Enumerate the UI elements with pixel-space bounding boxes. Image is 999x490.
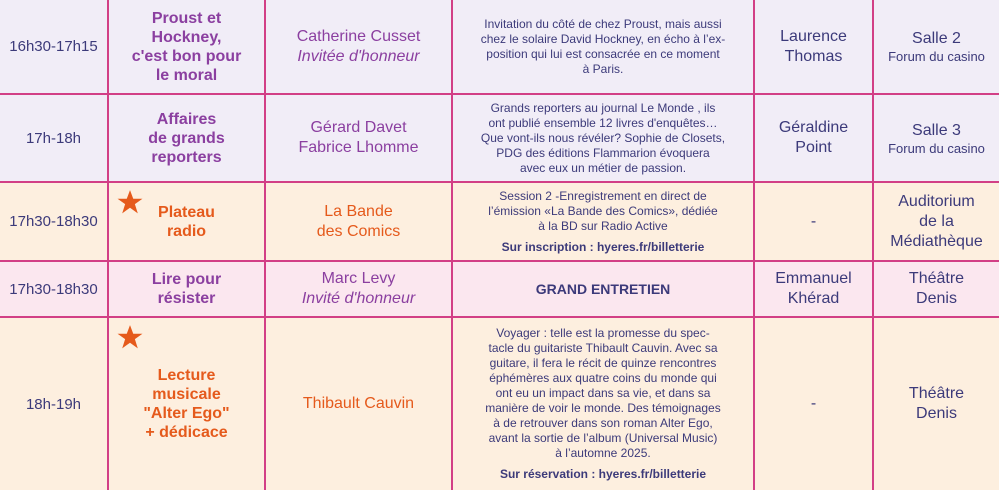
desc-line: ont eu un impact dans sa vie, et dans sa [495, 386, 711, 400]
host-line: Laurence [780, 27, 847, 45]
place-name: Denis [916, 290, 957, 307]
guest-cell [264, 183, 451, 260]
place-cell [872, 0, 999, 93]
guest-name: Marc Levy [321, 270, 396, 287]
guest-name: des Comics [316, 222, 401, 240]
place-name: Auditorium [898, 192, 975, 210]
guest-cell [264, 262, 451, 316]
title-line: résister [157, 290, 216, 307]
description-cell [451, 183, 753, 260]
place-name: Salle 2 [912, 30, 961, 47]
host-line: Khérad [787, 290, 840, 307]
place-sub: Forum du casino [888, 49, 985, 64]
title-line: "Alter Ego" [143, 405, 230, 422]
desc-line: PDG des éditions Flammarion évoquera [496, 145, 710, 160]
description-cell [451, 0, 753, 93]
place-cell [872, 262, 999, 316]
host-line: Point [795, 139, 832, 156]
host-line: - [810, 395, 817, 412]
title-cell [107, 95, 264, 181]
place-name: Théâtre [908, 270, 965, 287]
guest-cell [264, 318, 451, 490]
desc-line: à de retrouver dans son roman Alter Ego, [493, 416, 713, 430]
host-cell [753, 262, 872, 316]
star-icon [117, 324, 143, 350]
title-line: Hockney, [151, 28, 222, 46]
time-text: 17h30-18h30 [9, 280, 98, 298]
host-line: - [810, 212, 817, 230]
place-cell [872, 183, 999, 260]
place-name: de la [919, 212, 954, 230]
desc-line: chez le solaire David Hockney, en écho à l’ex- [480, 31, 726, 46]
title-line: de grands [148, 129, 225, 147]
host-cell [753, 0, 872, 93]
guest-name: Gérard Davet [310, 119, 407, 136]
event-format: GRAND ENTRETIEN [535, 280, 671, 297]
description-cell [451, 95, 753, 181]
guest-name: La Bande [324, 202, 393, 220]
table-row [0, 95, 999, 181]
title-line: Lecture [157, 367, 216, 384]
place-cell [872, 318, 999, 490]
desc-line: à l’automne 2025. [555, 446, 651, 460]
desc-line: guitare, il fera le récit de quinze rencontres [489, 356, 717, 370]
place-name: Salle 3 [912, 121, 961, 139]
time-cell [0, 318, 107, 490]
place-name: Médiathèque [890, 232, 983, 250]
title-line: Proust et [151, 9, 222, 27]
booking-link[interactable]: Sur réservation : hyeres.fr/billetterie [499, 467, 707, 481]
star-icon [117, 189, 143, 215]
place-sub: Forum du casino [888, 140, 985, 156]
title-cell [107, 0, 264, 93]
desc-line: éphémères aux quatre coins du monde qui [489, 371, 717, 385]
desc-line: avec eux un métier de passion. [519, 160, 687, 175]
time-cell [0, 183, 107, 260]
guest-name: Fabrice Lhomme [298, 139, 419, 156]
guest-name: Catherine Cusset [296, 27, 421, 45]
desc-line: manière de voir le monde. Des témoignages [485, 401, 721, 415]
title-line: Lire pour [151, 271, 222, 288]
desc-line: l’émission «La Bande des Comics», dédiée [488, 203, 718, 218]
host-cell [753, 183, 872, 260]
desc-line: Que vont-ils nous révéler? Sophie de Closets, [480, 130, 726, 145]
table-row [0, 0, 999, 93]
time-cell [0, 95, 107, 181]
time-cell [0, 0, 107, 93]
host-cell [753, 95, 872, 181]
place-cell [872, 95, 999, 181]
time-text: 17h-18h [25, 129, 82, 147]
guest-cell [264, 0, 451, 93]
title-cell [107, 318, 264, 490]
title-line: + dédicace [145, 424, 228, 441]
time-cell [0, 262, 107, 316]
desc-line: Session 2 -Enregistrement en direct de [499, 188, 707, 203]
host-cell [753, 318, 872, 490]
table-row [0, 262, 999, 316]
desc-line: Grands reporters au journal Le Monde , ils [490, 100, 716, 115]
time-text: 16h30-17h15 [9, 38, 98, 55]
desc-line: position qui lui est consacrée en ce moment [486, 46, 720, 61]
desc-line: Voyager : telle est la promesse du spec- [496, 326, 710, 340]
title-line: reporters [151, 148, 222, 166]
title-line: Affaires [156, 110, 217, 128]
host-line: Géraldine [778, 119, 849, 136]
title-line: le moral [155, 66, 218, 84]
time-text: 17h30-18h30 [9, 213, 98, 230]
desc-line: à Paris. [582, 61, 624, 76]
guest-cell [264, 95, 451, 181]
booking-link[interactable]: Sur inscription : hyeres.fr/billetterie [501, 239, 705, 254]
place-name: Denis [916, 405, 957, 422]
title-line: c'est bon pour [131, 47, 242, 65]
desc-line: Invitation du côté de chez Proust, mais aussi [484, 16, 722, 31]
desc-line: à la BD sur Radio Active [538, 218, 668, 233]
table-row [0, 318, 999, 490]
guest-name: Thibault Cauvin [302, 395, 415, 412]
title-cell [107, 183, 264, 260]
title-line: musicale [152, 386, 221, 403]
description-cell [451, 262, 753, 316]
title-line: Plateau [158, 203, 215, 221]
place-name: Théâtre [908, 385, 965, 402]
host-line: Thomas [784, 47, 843, 65]
desc-line: avant la sortie de l’album (Universal Music) [488, 431, 718, 445]
table-row [0, 183, 999, 260]
guest-role: Invitée d'honneur [297, 47, 420, 65]
guest-role: Invité d'honneur [301, 290, 416, 307]
description-cell [451, 318, 753, 490]
time-text: 18h-19h [25, 395, 82, 413]
host-line: Emmanuel [775, 270, 852, 287]
desc-line: ont publié ensemble 12 livres d'enquêtes… [488, 115, 718, 130]
title-line: radio [166, 222, 207, 240]
title-cell [107, 262, 264, 316]
desc-line: tacle du guitariste Thibault Cauvin. Avec sa [488, 341, 718, 355]
